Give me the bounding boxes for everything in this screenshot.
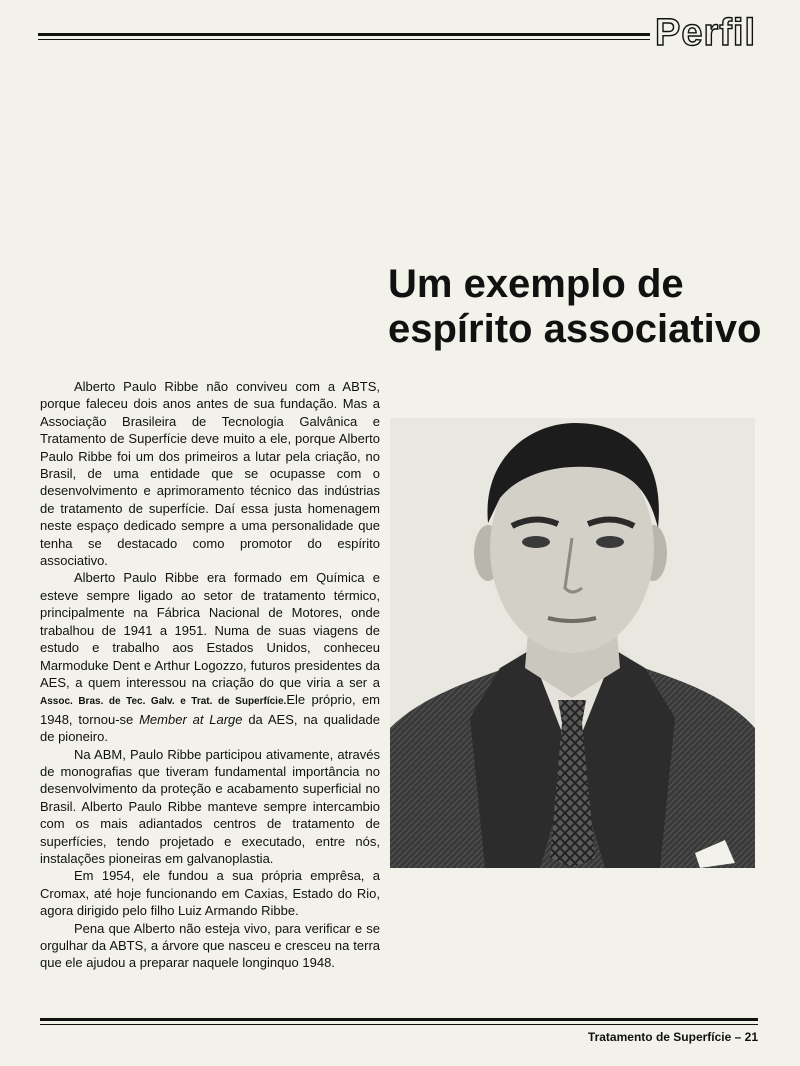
page-footer <box>588 1030 758 1044</box>
paragraph-2-text-b: Ele próprio, em 1948, tornou-se <box>40 692 380 727</box>
paragraph-2-italic: Member at Large <box>139 711 243 727</box>
paragraph-1: Alberto Paulo Ribbe não conviveu com a ABTS, porque faleceu dois anos antes de sua fundação. Mas a Associação Brasileira de Tecnologia Galvânica e Tratamento de Superfície deve muito a ele, porque Alberto Paulo Ribbe foi um dos primeiros a lutar pela criação, no Brasil, de uma entidade que se ocupasse com o desenvolvimento e aprimoramento técnico das indústrias de tratamento de superfície. Daí essa justa homenagem neste espaço dedicado sempre a uma personalidade que tenha se destacado como promotor do espírito associativo. <box>40 379 380 569</box>
top-rule-thin <box>38 39 650 40</box>
article-body <box>40 378 380 972</box>
paragraph-4: Em 1954, ele fundou a sua própria emprêsa, a Cromax, até hoje funcionando em Caxias, Estado do Rio, agora dirigido pelo filho Luiz Armando Ribbe. <box>40 868 380 919</box>
article-title-line-1: Um exemplo de <box>388 262 684 306</box>
footer-separator: – <box>731 1030 745 1044</box>
top-rule <box>38 33 650 36</box>
paragraph-2-text-a: Alberto Paulo Ribbe era formado em Química e esteve sempre ligado ao setor de tratamento térmico, principalmente na Fábrica Nacional de Motores, onde trabalhou de 1941 a 1951. Numa de suas viagens de estudo e trabalho aos Estados Unidos, conheceu Marmoduke Dent e Arthur Logozzo, futuros presidentes da AES, a quem interessou na criação do que viria a ser a <box>40 570 380 690</box>
footer-publication: Tratamento de Superfície <box>587 1030 732 1044</box>
bottom-rule <box>40 1018 758 1021</box>
article-title <box>388 262 778 352</box>
paragraph-2-text-c: da AES, na qualidade de pioneiro. <box>40 711 380 745</box>
paragraph-2-abbreviation: Assoc. Bras. de Tec. Galv. e Trat. de Superfície. <box>40 696 287 708</box>
paragraph-2 <box>40 569 380 745</box>
portrait-photo <box>390 418 755 868</box>
paragraph-3: Na ABM, Paulo Ribbe participou ativamente, através de monografias que tiveram fundamental importância no desenvolvimento da proteção e acabamento superficial no Brasil. Alberto Paulo Ribbe manteve sempre intercambio com os mais adiantados centros de tratamento de superfícies, tendo projetado e executado, entre nós, instalações pioneiras em galvanoplastia. <box>40 746 380 866</box>
footer-page-number: 21 <box>744 1030 758 1044</box>
paragraph-5: Pena que Alberto não esteja vivo, para verificar e se orgulhar da ABTS, a árvore que nasceu e cresceu na terra que ele ajudou a preparar naquele longinquo 1948. <box>40 920 380 971</box>
bottom-rule-thin <box>40 1024 758 1025</box>
section-label: Perfil <box>655 12 757 54</box>
article-title-line-2: espírito associativo <box>388 307 762 351</box>
portrait-illustration <box>390 418 755 868</box>
